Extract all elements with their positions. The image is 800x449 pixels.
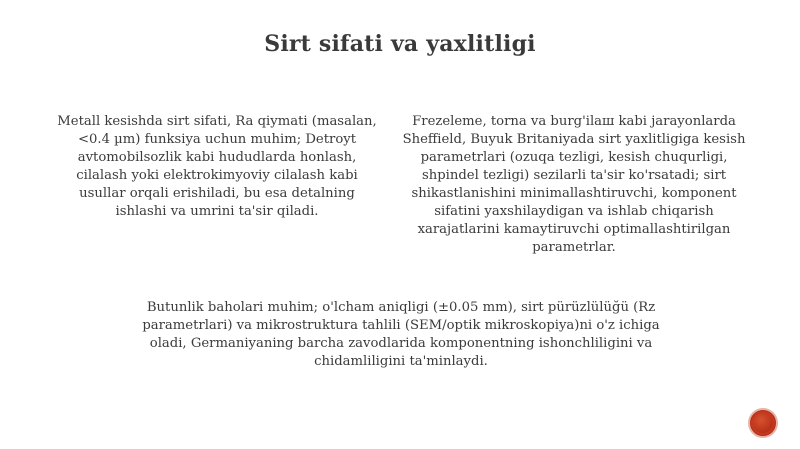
slide-title: Sirt sifati va yaxlitligi — [264, 31, 536, 57]
paragraph-left: Metall kesishda sirt sifati, Ra qiymati (masalan, <0.4 µm) funksiya uchun muhim; Detroyt avtomobilsozlik kabi hududlarda honlash, cilalash yoki elektrokimyoviy cilalash kabi usullar orqali erishiladi, bu esa detalning ishlashi va umrini ta'sir qiladi. — [57, 114, 377, 219]
circle-nav-icon — [753, 413, 773, 433]
paragraph-bottom: Butunlik baholari muhim; o'lcham aniqligi (±0.05 mm), sirt pürüzlülüğü (Rz parametrlari) va mikrostruktura tahlili (SEM/optik mikroskopiya)ni o'z ichiga oladi, Germaniyaning barcha zavodlarida komponentning ishonchliligini va chidamliligini ta'minlaydi. — [142, 300, 660, 369]
slide-nav-button[interactable] — [748, 408, 778, 438]
paragraph-right: Frezeleme, torna va burg'ilaш kabi jarayonlarda Sheffield, Buyuk Britaniyada sirt yaxlitligiga kesish parametrlari (ozuqa tezligi, kesish chuqurligi, shpindel tezligi) sezilarli ta'sir ko'rsatadi; sirt shikastlanishini minimallashtiruvchi, komponent sifatini yaxshilaydigan va ishlab chiqarish xarajatlarini kamaytiruvchi optimallashtirilgan parametrlar. — [402, 114, 746, 255]
